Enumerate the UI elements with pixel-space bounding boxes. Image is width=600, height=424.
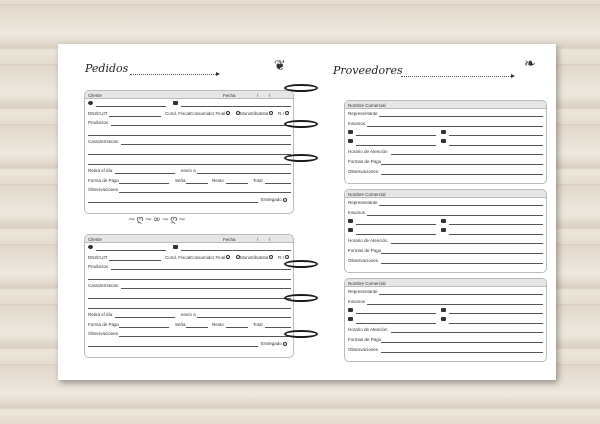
cliente-label: Cliente — [88, 92, 103, 98]
monotributista-option[interactable]: Monotributista — [235, 255, 273, 260]
instagram-icon — [173, 101, 178, 105]
contact-row — [85, 99, 293, 109]
order-card-1: Cliente Fecha / / DNI/CUIT Cond. Fiscal: Consumidor Final Monotributista R.I Productos Características Retira el día envío a Forma de Pago Seña Resto Total Observaciones Entregado — [84, 90, 294, 214]
entregado-checkbox[interactable]: Entregado — [261, 341, 287, 346]
spiral-ring-icon — [284, 154, 318, 162]
instagram-icon — [441, 317, 446, 321]
email-icon — [348, 317, 353, 321]
fecha-label: Fecha — [223, 92, 236, 98]
swirl-ornament-icon: ❧ — [524, 56, 536, 72]
whatsapp-icon — [88, 101, 93, 105]
instagram-icon — [441, 139, 446, 143]
whatsapp-icon — [441, 219, 446, 223]
orders-heading: Pedidos — [85, 62, 129, 75]
vine-divider: ~ღ~∞~ღ~ — [128, 215, 187, 225]
whatsapp-icon — [441, 308, 446, 312]
whatsapp-icon — [88, 245, 93, 249]
instagram-icon — [173, 245, 178, 249]
monotributista-option[interactable]: Monotributista — [235, 111, 273, 116]
order-card-2: Cliente Fecha / / DNI/CUIT Cond. Fiscal: Consumidor Final Monotributista R.I Productos Características Retira el día envío a Forma de Pago Seña Resto Total Observaciones Entregado — [84, 234, 294, 358]
spiral-ring-icon — [284, 120, 318, 128]
spiral-ring-icon — [284, 330, 318, 338]
planner-page — [58, 44, 556, 380]
spiral-ring-icon — [284, 84, 318, 92]
ri-option[interactable]: R.I — [278, 255, 289, 260]
email-icon — [348, 228, 353, 232]
phone-icon — [348, 130, 353, 134]
order-header-bar: Cliente Fecha / / — [85, 91, 293, 99]
email-icon — [348, 139, 353, 143]
ri-option[interactable]: R.I — [278, 111, 289, 116]
order-header-bar: Cliente Fecha / / — [85, 235, 293, 243]
consumidor-final-option[interactable]: Consumidor Final — [190, 111, 230, 116]
spiral-ring-icon — [284, 294, 318, 302]
swirl-ornament-icon: ❦ — [274, 58, 286, 74]
phone-icon — [348, 308, 353, 312]
instagram-icon — [441, 228, 446, 232]
spiral-ring-icon — [284, 260, 318, 268]
suppliers-heading: Proveedores — [333, 64, 403, 77]
entregado-checkbox[interactable]: Entregado — [261, 197, 287, 202]
supplier-card-3: Nombre Comercial Representante Insumos Horario de Atención Formas de Pago Observaciones — [344, 278, 547, 362]
suppliers-heading-arrow — [401, 76, 513, 77]
orders-heading-arrow — [130, 74, 218, 75]
supplier-card-1: Nombre Comercial Representante Insumos Horario de Atención Formas de Pago Observaciones — [344, 100, 547, 184]
phone-icon — [348, 219, 353, 223]
dni-row: DNI/CUIT Cond. Fiscal: Consumidor Final Monotributista R.I — [85, 109, 293, 119]
consumidor-final-option[interactable]: Consumidor Final — [190, 255, 230, 260]
whatsapp-icon — [441, 130, 446, 134]
supplier-card-2: Nombre Comercial Representante Insumos Horario de Atención Formas de Pago Observaciones — [344, 189, 547, 273]
